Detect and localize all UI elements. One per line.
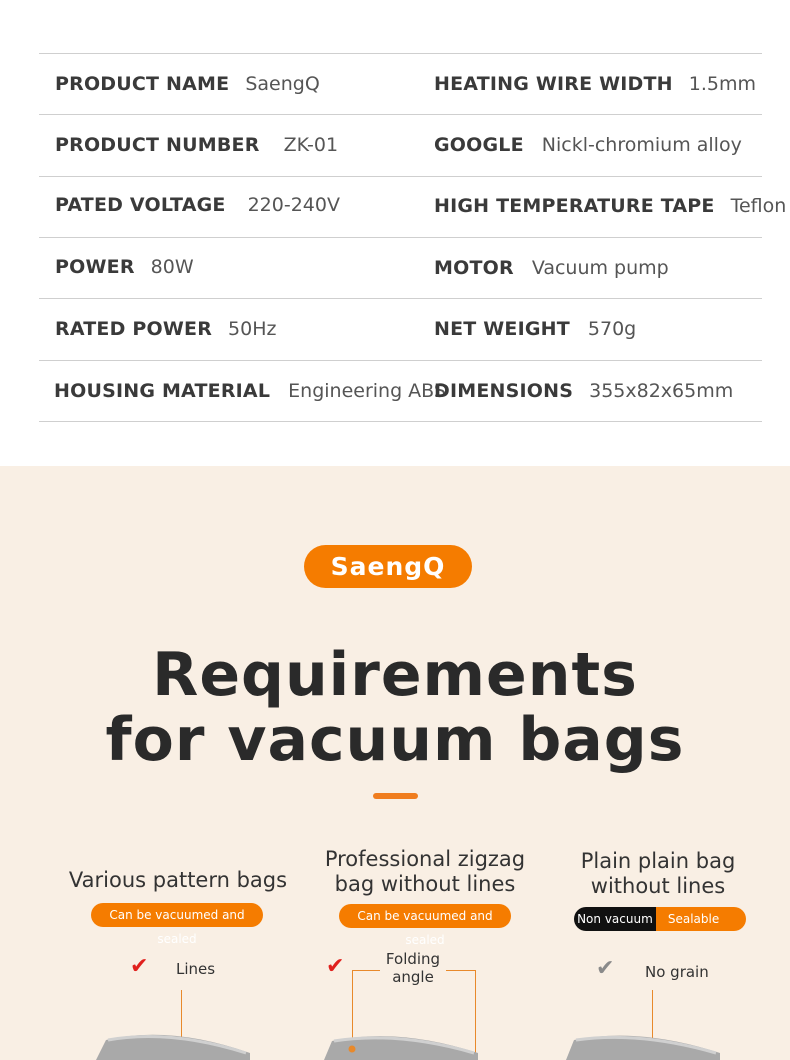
vacuum-badge: Can be vacuumed and sealed — [91, 903, 263, 927]
spec-row — [434, 318, 636, 340]
bag-type-name: Plain plain bag — [580, 849, 736, 873]
vacuum-badge: Can be vacuumed and sealed — [339, 904, 511, 928]
spec-row — [55, 256, 194, 278]
spec-row — [55, 134, 338, 156]
feature-label — [380, 950, 446, 986]
spec-row — [55, 73, 320, 95]
spec-value: Nickl-chromium alloy — [541, 134, 742, 156]
spec-value: Engineering ABS — [288, 380, 446, 402]
table-divider — [39, 421, 762, 422]
spec-key: HIGH TEMPERATURE TAPE — [434, 195, 715, 217]
accent-dash — [373, 793, 418, 799]
vacuum-badge — [574, 907, 746, 931]
spec-key: PATED VOLTAGE — [55, 194, 226, 216]
spec-key: PRODUCT NAME — [55, 73, 230, 95]
non-vacuum-label: Non vacuum — [574, 907, 656, 931]
spec-value: Teflon — [730, 195, 787, 217]
spec-key: NET WEIGHT — [434, 318, 570, 340]
spec-key: POWER — [55, 256, 135, 278]
bag-type-plain — [558, 849, 758, 899]
spec-key: GOOGLE — [434, 134, 524, 156]
spec-table — [0, 0, 790, 466]
spec-row — [54, 380, 446, 402]
spec-value: 1.5mm — [688, 73, 756, 95]
sealable-label: Sealable — [656, 907, 746, 931]
plain-bag-image — [560, 1031, 730, 1060]
bag-type-name: bag without lines — [334, 872, 516, 896]
feature-label-line: angle — [392, 968, 434, 986]
spec-row — [55, 318, 276, 340]
spec-value: SaengQ — [245, 73, 320, 95]
section-title-line2: for vacuum bags — [105, 705, 685, 775]
table-divider — [39, 360, 762, 361]
requirements-section — [0, 466, 790, 1060]
table-divider — [39, 237, 762, 238]
callout-line — [446, 970, 476, 971]
bag-type-name: without lines — [590, 874, 726, 898]
feature-label: Lines — [176, 960, 216, 978]
red-check-icon: ✔ — [326, 954, 345, 979]
spec-key: RATED POWER — [55, 318, 213, 340]
feature-label: No grain — [645, 963, 709, 981]
spec-row — [434, 73, 756, 95]
section-title-line1: Requirements — [152, 640, 638, 710]
brand-logo: SaengQ — [304, 545, 472, 588]
gray-check-icon: ✔ — [596, 956, 615, 981]
zigzag-bag-image — [318, 1031, 488, 1060]
spec-key: HEATING WIRE WIDTH — [434, 73, 673, 95]
spec-key: DIMENSIONS — [434, 380, 574, 402]
red-check-icon: ✔ — [130, 954, 149, 979]
spec-value: 80W — [150, 256, 194, 278]
spec-row — [434, 195, 786, 217]
spec-value: ZK-01 — [283, 134, 339, 156]
spec-key: MOTOR — [434, 257, 514, 279]
spec-value: 570g — [587, 318, 637, 340]
spec-row — [434, 134, 742, 156]
spec-row — [55, 194, 340, 216]
bag-type-name: Professional zigzag — [324, 847, 526, 871]
spec-value: 355x82x65mm — [589, 380, 734, 402]
table-divider — [39, 53, 762, 54]
spec-key: PRODUCT NUMBER — [55, 134, 260, 156]
feature-label-line: Folding — [385, 950, 441, 968]
bag-type-name: Various pattern bags — [68, 868, 288, 892]
bag-type-pattern — [60, 868, 296, 893]
bag-type-zigzag — [318, 847, 532, 897]
spec-value: 220-240V — [247, 194, 340, 216]
table-divider — [39, 114, 762, 115]
spec-key: HOUSING MATERIAL — [54, 380, 271, 402]
spec-value: Vacuum pump — [531, 257, 669, 279]
spec-value: 50Hz — [228, 318, 277, 340]
table-divider — [39, 176, 762, 177]
table-divider — [39, 298, 762, 299]
spec-row — [434, 257, 669, 279]
spec-row — [434, 380, 733, 402]
pattern-bag-image — [90, 1031, 260, 1060]
callout-line — [352, 970, 380, 971]
